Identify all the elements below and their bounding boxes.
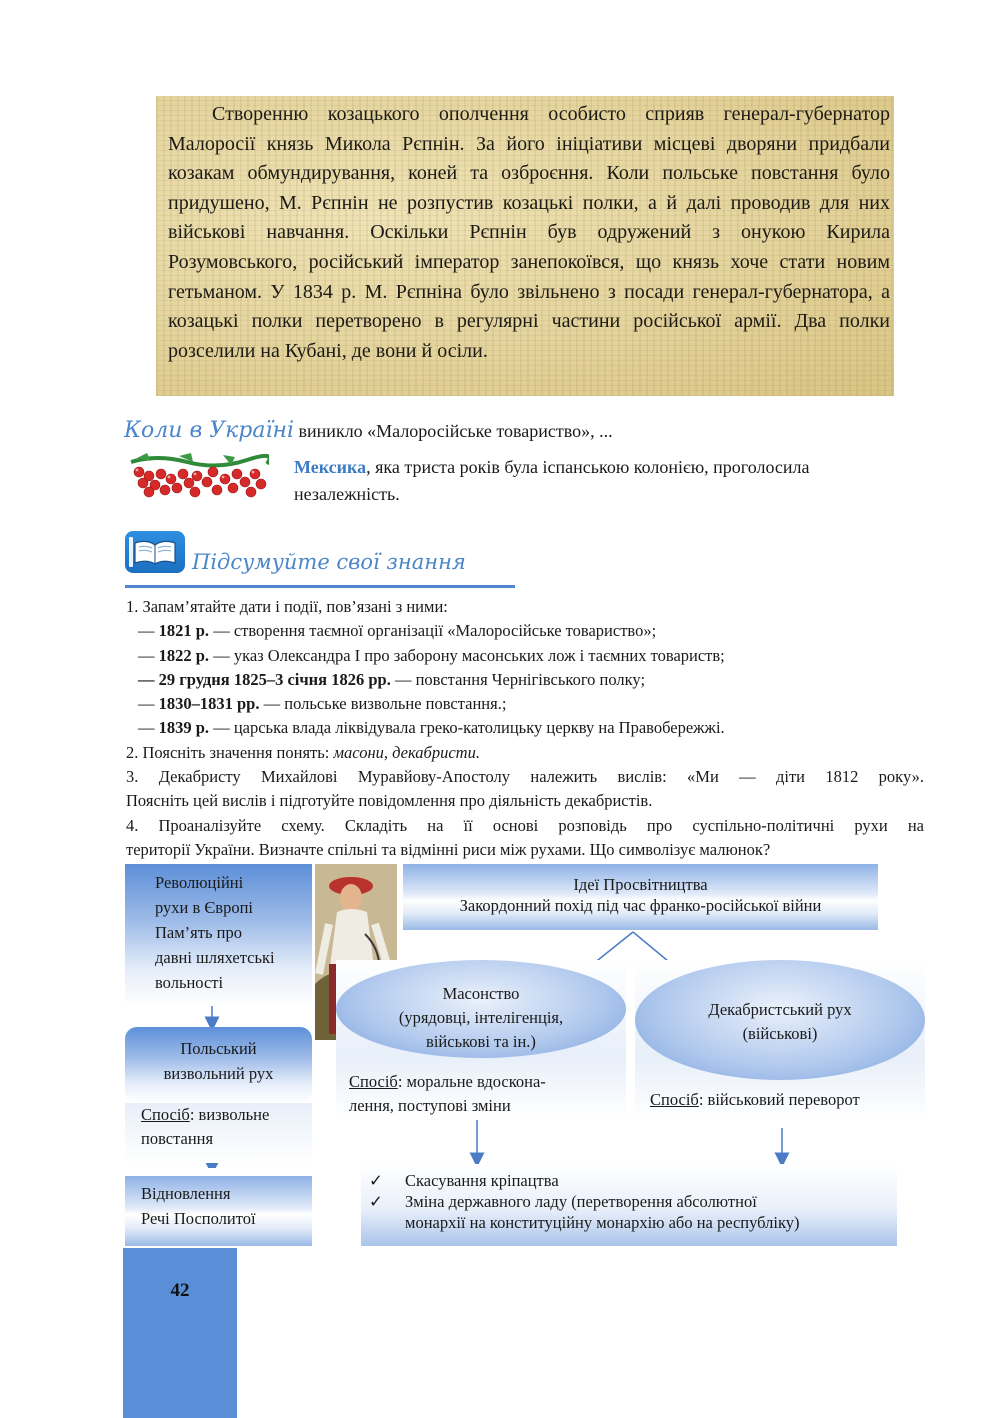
decembrists-block bbox=[635, 960, 925, 1120]
checkmark-icon: ✓ bbox=[369, 1171, 383, 1190]
summary-divider bbox=[125, 585, 515, 588]
summary-tasks bbox=[126, 595, 924, 862]
repnin-paragraph: Створенню козацького ополчення особисто сприяв генерал-губернатор Малоросії князь Микола Рєпнін. За його ініціативи місцеві дворяни придбали козакам обмундирування, коней та озброєння. Коли польське повстання було придушено, М. Рєпнін не розпустив козацькі полки, а й далі проводив для них військові навчання. Оскільки Рєпнін був одружений з онукою Кирила Розумовського, російський імператор занепокоївся, що князь хоче стати новим гетьманом. У 1834 р. М. Рєпніна було звільнено з посади генерал-губернатора, а козацькі полки перетворено в регулярні частини російської армії. Два полки розселили на Кубані, де вони й осіли. bbox=[168, 103, 890, 362]
restoration-box: Відновлення Речі Посполитої bbox=[125, 1176, 312, 1246]
masonry-ellipse: Масонство (урядовці, інтелігенція, військові та ін.) bbox=[336, 960, 626, 1058]
repnin-text-block bbox=[156, 96, 894, 396]
result-item: ✓ Зміна державного ладу (перетворення абсолютної монархії на конституційну монархію або на республіку) bbox=[369, 1192, 800, 1232]
task-4-line-1: 4. Проаналізуйте схему. Складіть на її основі розповідь про суспільно-політичні рухи на bbox=[126, 815, 924, 835]
polish-movement-box: Польський визвольний рух bbox=[125, 1027, 312, 1103]
open-book-icon bbox=[125, 531, 185, 573]
decembrists-method: Спосіб: військовий переворот bbox=[650, 1090, 860, 1109]
date-item: — 1830–1831 рр. — польське визвольне повстання.; bbox=[138, 694, 507, 714]
when-in-ukraine-text: виникло «Малоросійське товариство», ... bbox=[294, 421, 613, 441]
masonry-method: Спосіб: моральне вдоскона- лення, поступові зміни bbox=[349, 1072, 546, 1115]
when-in-ukraine-line bbox=[124, 418, 613, 443]
enlightenment-ideas-box: Ідеї Просвітництва Закордонний похід під час франко-російської війни bbox=[403, 864, 878, 930]
summary-title: Підсумуйте свої знання bbox=[192, 550, 466, 574]
task-3-line-1: 3. Декабристу Михайлові Муравйову-Апостолу належить вислів: «Ми — діти 1812 року». bbox=[126, 767, 924, 787]
result-item: ✓ Скасування кріпацтва bbox=[369, 1171, 559, 1190]
task-2: 2. Поясніть значення понять: масони, декабристи. bbox=[126, 742, 480, 762]
page-number: 42 bbox=[170, 1280, 190, 1301]
polish-method: Спосіб: визвольне повстання bbox=[125, 1103, 312, 1163]
date-item: — 1822 р. — указ Олександра І про заборону масонських лож і таємних товариств; bbox=[138, 645, 725, 665]
date-item: — 29 грудня 1825–3 січня 1826 рр. — повстання Чернігівського полку; bbox=[138, 669, 646, 689]
decembrists-ellipse: Декабристський рух (військові) bbox=[635, 960, 925, 1080]
task-1: 1. Запам’ятайте дати і події, пов’язані з ними: bbox=[126, 597, 448, 616]
date-item: — 1821 р. — створення таємної організації «Малоросійське товариство»; bbox=[138, 621, 657, 641]
masonry-block bbox=[336, 960, 626, 1120]
book-icon bbox=[125, 531, 185, 573]
when-in-ukraine-heading: Коли в Україні bbox=[124, 418, 295, 443]
world-event-text bbox=[294, 454, 914, 508]
world-event-country: Мексика bbox=[294, 457, 367, 477]
task-3-line-2: Поясніть цей вислів і підготуйте повідомлення про діяльність декабристів. bbox=[126, 791, 653, 811]
european-revolutions-box: Революційні рухи в Європі Пам’ять про давні шляхетські вольності bbox=[125, 864, 312, 1006]
results-box bbox=[361, 1164, 897, 1246]
page-number-block bbox=[123, 1248, 237, 1418]
task-4-line-2: території України. Визначте спільні та відмінні риси між рухами. Що символізує малюнок? bbox=[126, 839, 771, 859]
date-item: — 1839 р. — царська влада ліквідувала греко-католицьку церкву на Правобережжі. bbox=[138, 718, 725, 738]
checkmark-icon: ✓ bbox=[369, 1192, 383, 1211]
world-event-description: , яка триста років була іспанською колонією, проголосила незалежність. bbox=[294, 457, 810, 504]
berries-illustration bbox=[127, 452, 269, 500]
